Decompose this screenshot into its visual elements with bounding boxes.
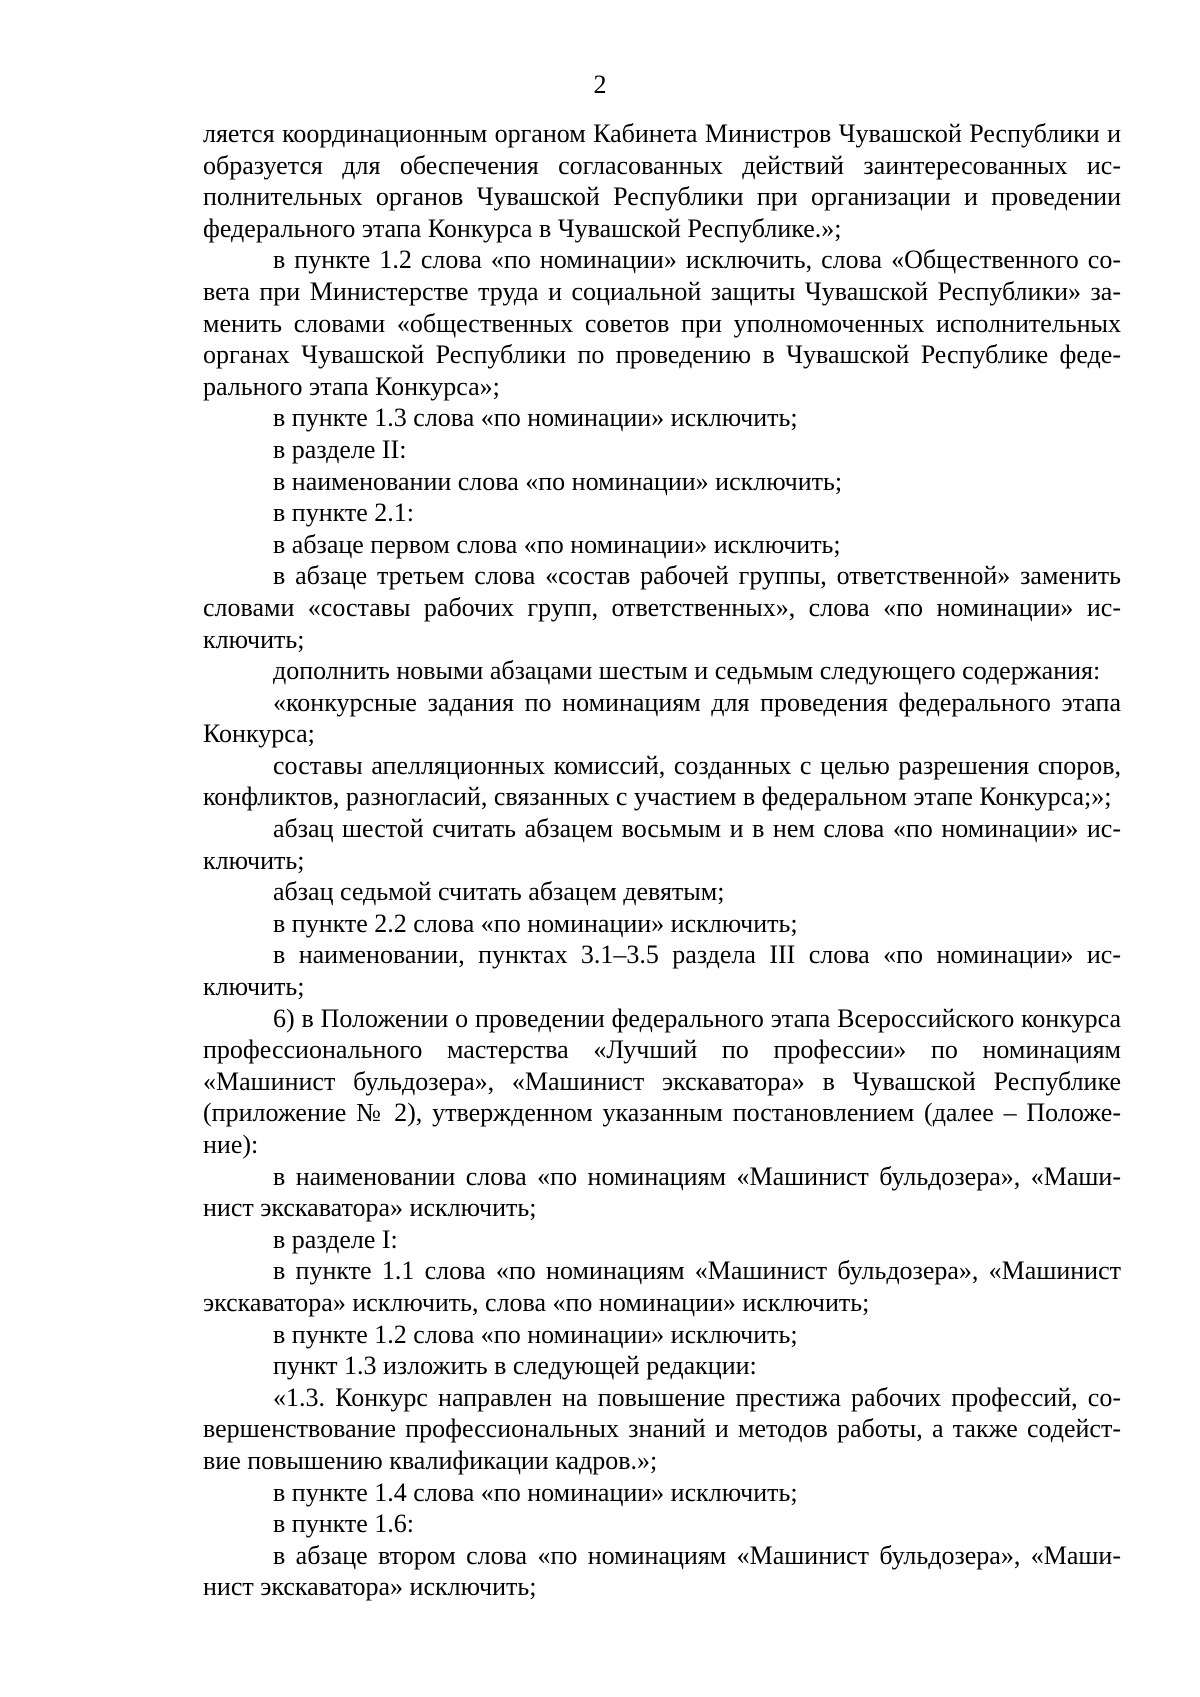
paragraph: в пункте 1.6: xyxy=(273,1509,415,1539)
paragraph: «конкурсные задания по номинациям для проведения федерального этапа Конкурса; xyxy=(203,687,1121,749)
paragraph: в наименовании слова «по номинациям «Машинист бульдозера», «Машинист экскаватора» исключить; xyxy=(203,1161,1121,1223)
paragraph: в пункте 2.2 слова «по номинации» исключить; xyxy=(273,908,798,938)
paragraph: в пункте 1.2 слова «по номинации» исключить; xyxy=(273,1319,798,1349)
paragraph: абзац седьмой считать абзацем девятым; xyxy=(273,877,725,907)
paragraph: в абзаце втором слова «по номинациям «Машинист бульдозера», «Машинист экскаватора» исключить; xyxy=(203,1540,1121,1602)
paragraph: в пункте 1.4 слова «по номинации» исключить; xyxy=(273,1477,798,1507)
paragraph: в пункте 2.1: xyxy=(273,498,415,528)
paragraph: «1.3. Конкурс направлен на повышение престижа рабочих профессий, совершенствование профессиональных знаний и методов работы, а также содействие повышению квалификации кадров.»; xyxy=(203,1382,1121,1475)
paragraph: пункт 1.3 изложить в следующей редакции: xyxy=(273,1351,757,1381)
paragraph: абзац шестой считать абзацем восьмым и в нем слова «по номинации» исключить; xyxy=(203,814,1121,875)
paragraph: дополнить новыми абзацами шестым и седьмым следующего содержания: xyxy=(273,656,1101,686)
paragraph: в наименовании слова «по номинации» исключить; xyxy=(273,466,843,496)
paragraph: в разделе II: xyxy=(273,434,407,464)
paragraph: в разделе I: xyxy=(273,1224,398,1254)
paragraph: 6) в Положении о проведении федерального этапа Всероссийского конкурса профессионального мастерства «Лучший по профессии» по номинациям «Машинист бульдозера», «Машинист экскаватора» в Чувашской Республике (приложение № 2), утвержденном указанным постановлением (далее – Положение): xyxy=(203,1003,1121,1159)
paragraph: в наименовании, пунктах 3.1–3.5 раздела III слова «по номинации» исключить; xyxy=(203,940,1121,1002)
page-number: 2 xyxy=(593,70,607,99)
paragraph-continuation: ляется координационным органом Кабинета Министров Чувашской Республики и образуется для обеспечения согласованных действий заинтересованных исполнительных органов Чувашской Республики при организации и проведении федерального этапа Конкурса в Чувашской Республике.»; xyxy=(203,119,1121,243)
paragraph: составы апелляционных комиссий, созданных с целью разрешения споров, конфликтов, разногласий, связанных с участием в федеральном этапе Конкурса;»; xyxy=(203,750,1121,812)
paragraph: в пункте 1.1 слова «по номинациям «Машинист бульдозера», «Машинист экскаватора» исключить, слова «по номинации» исключить; xyxy=(203,1256,1121,1317)
paragraph: в пункте 1.3 слова «по номинации» исключить; xyxy=(273,403,798,433)
paragraph: в абзаце первом слова «по номинации» исключить; xyxy=(273,529,841,559)
paragraph: в пункте 1.2 слова «по номинации» исключить, слова «Общественного совета при Министерстве труда и социальной защиты Чувашской Республики» заменить словами «общественных советов при уполномоченных исполнительных органах Чувашской Республики по проведению в Чувашской Республике федерального этапа Конкурса»; xyxy=(203,245,1121,401)
paragraph: в абзаце третьем слова «состав рабочей группы, ответственной» заменить словами «составы рабочих групп, ответственных», слова «по номинации» исключить; xyxy=(203,561,1121,654)
document-body xyxy=(203,118,1121,1603)
